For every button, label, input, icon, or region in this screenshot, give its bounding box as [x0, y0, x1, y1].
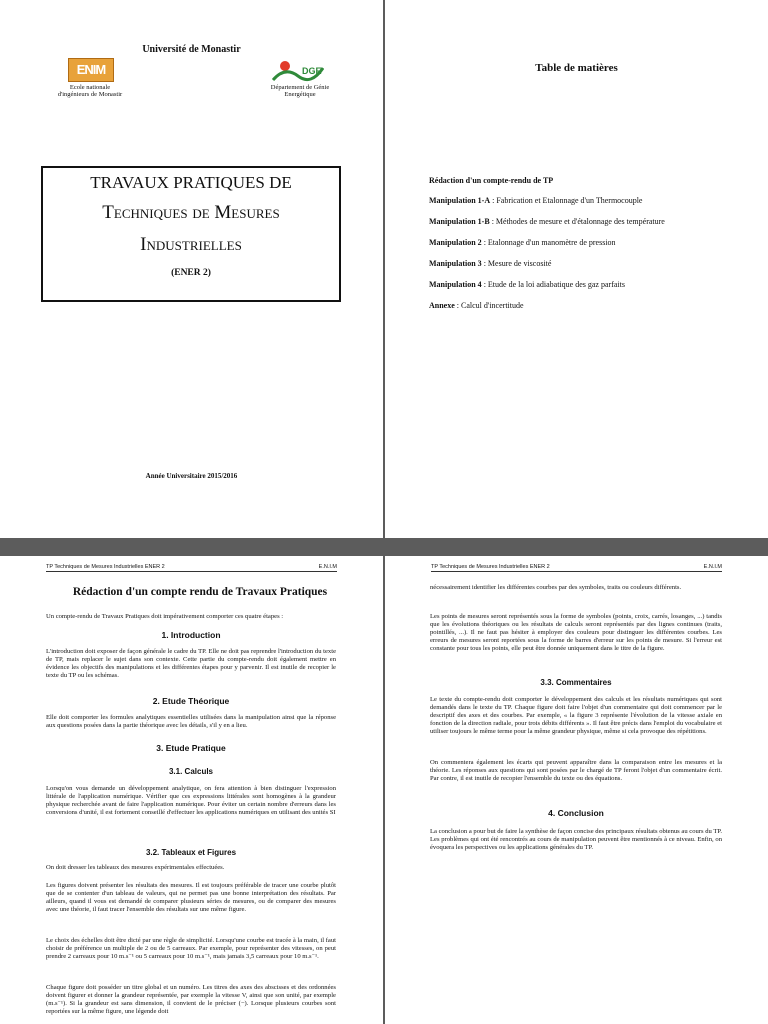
- toc-item[interactable]: Manipulation 1-B : Méthodes de mesure et d'étalonnage des température: [429, 217, 665, 226]
- course-code: (ENER 2): [171, 268, 211, 278]
- section-text: On doit dresser les tableaux des mesures expérimentales effectuées.: [46, 864, 225, 871]
- header-right: E.N.I.M: [703, 564, 722, 570]
- page-header: [431, 564, 722, 572]
- enim-logo: ENIM: [68, 58, 114, 82]
- toc-item[interactable]: Manipulation 3 : Mesure de viscosité: [429, 259, 552, 268]
- section-text: Les figures doivent présenter les résultats des mesures. Il est toujours préférable de tracer une courbe plutôt que de se contenter d'un tableau de valeurs, qui ne permet pas une bonne interprétation des résultats. Par ailleurs, quand il vous est demandé de comparer plusieurs séries de mesures, ou de comparer des mesures avec une théorie, il faut tracer l'ensemble des résultats sur une même figure.: [46, 882, 336, 913]
- header-left: TP Techniques de Mesures Industrielles ENER 2: [46, 564, 165, 570]
- section-heading: 3. Etude Pratique: [156, 743, 226, 753]
- toc-item[interactable]: Annexe : Calcul d'incertitude: [429, 301, 524, 310]
- section-heading: 4. Conclusion: [548, 808, 604, 818]
- report-guide-page-1: [0, 556, 383, 1024]
- department-caption: Département de Génie Energétique: [270, 84, 330, 98]
- title-box: [41, 166, 341, 302]
- subsection-heading: 3.1. Calculs: [168, 767, 214, 776]
- toc-item[interactable]: Manipulation 1-A : Fabrication et Etalonnage d'un Thermocouple: [429, 196, 643, 205]
- page-header: [46, 564, 337, 572]
- title-line-1: TRAVAUX PRATIQUES DE: [90, 173, 292, 192]
- school-caption: Ecole nationale d'ingénieurs de Monastir: [57, 84, 123, 98]
- toc-page: [385, 0, 768, 538]
- section-text: Elle doit comporter les formules analytiques essentielles utilisées dans la manipulation ainsi que la réponse aux questions posées dans la partie théorique avec les détails, s'il y en a lieu.: [46, 714, 336, 729]
- toc-item[interactable]: Manipulation 2 : Etalonnage d'un manomètre de pression: [429, 238, 616, 247]
- toc-title: Table de matières: [535, 62, 618, 74]
- section-text: La conclusion a pour but de faire la synthèse de façon concise des principaux résultats obtenus au cours du TP. Les problèmes qui ont été rencontrés au cours de manipulation peuvent être mentionnés à ce niveau. Enfin, on évoquera les perspectives ou les applications générales du TP.: [430, 828, 722, 851]
- section-text: Les points de mesures seront représentés sous la forme de symboles (points, croix, carrés, losanges, ...) tandis que les évolutions théoriques ou les résultats de calculs seront représentés par des lignes continues (traits, pointillés, ...). Il ne faut pas hésiter à employer des couleurs pour distinguer les différentes courbes. Les erreurs de mesures seront reportées sous la forme de barres d'erreur sur les points de mesure. Si l'erreur est constante pour tous les points, elle peut être donnée uniquement dans le titre de la figure.: [430, 613, 722, 652]
- section-text: L'introduction doit exposer de façon générale le cadre du TP. Elle ne doit pas reprendre l'introduction du texte de TP, mais replacer le sujet dans son contexte. Cette partie du compte-rendu doit également mettre en évidence les objectifs des manipulations et les différentes étapes pour y parvenir. Il est inutile de recopier le texte du TP ou les schémas.: [46, 648, 336, 679]
- page-title: Rédaction d'un compte rendu de Travaux Pratiques: [72, 586, 328, 598]
- svg-text:DGE: DGE: [302, 66, 322, 76]
- section-text: Lorsqu'on vous demande un développement analytique, on fera attention à bien distinguer l'expression littérale de l'application numérique. Vérifier que ces expressions littérales sont homogènes à la grandeur physique recherchée avant de faire l'application numérique. Pour éviter un certain nombre d'erreurs dans les conversions d'unité, il est fortement conseillé d'effectuer les applications numériques en utilisant des unités SI: [46, 785, 336, 816]
- section-text: Le texte du compte-rendu doit comporter le développement des calculs et les résultats numériques qui sont demandés dans le texte du TP. Chaque figure doit faire l'objet d'un commentaire qui doit commencer par le descriptif des axes et des courbes. Par exemple, « la figure 3 représente l'évolution de la vitesse axiale en fonction de la direction radiale, pour trois débits différents ». Il faut être précis dans l'emploi du vocabulaire et utiliser toujours le même terme pour la même grandeur physique, même si cela provoque des répétitions.: [430, 696, 722, 735]
- subsection-heading: 3.2. Tableaux et Figures: [145, 848, 237, 857]
- toc-item[interactable]: Rédaction d'un compte-rendu de TP: [429, 176, 554, 185]
- header-right: E.N.I.M: [318, 564, 337, 570]
- title-line-2: Techniques de Mesures: [102, 202, 280, 223]
- section-heading: 1. Introduction: [161, 630, 221, 640]
- dge-logo: [272, 60, 324, 82]
- academic-year: Année Universitaire 2015/2016: [145, 472, 238, 480]
- section-heading: 2. Etude Théorique: [152, 696, 230, 706]
- intro-line: Un compte-rendu de Travaux Pratiques doit impérativement comporter ces quatre étapes :: [46, 613, 284, 620]
- section-text: On commentera également les écarts qui peuvent apparaître dans la comparaison entre les mesures et la théorie. Les réponses aux questions qui sont posées par le chargé de TP feront l'objet d'un commentaire écrit. Par contre, il est inutile de recopier l'ensemble du texte ou des équations.: [430, 759, 722, 782]
- toc-item[interactable]: Manipulation 4 : Etude de la loi adiabatique des gaz parfaits: [429, 280, 625, 289]
- title-line-3: Industrielles: [140, 234, 242, 255]
- university-name: Université de Monastir: [142, 44, 241, 55]
- section-text: nécessairement identifier les différentes courbes par des symboles, traits ou couleurs différents.: [430, 584, 682, 591]
- report-guide-page-2: [385, 556, 768, 1024]
- header-left: TP Techniques de Mesures Industrielles ENER 2: [431, 564, 550, 570]
- cover-page: [0, 0, 383, 538]
- section-text: Chaque figure doit posséder un titre global et un numéro. Les titres des axes des abscisses et des ordonnées doivent figurer et donner la grandeur représentée, par exemple la vitesse V, ainsi que son unité, par exemple (m.s⁻¹). Si la grandeur est sans dimension, il convient de le préciser (−). Lorsque plusieurs courbes sont reportées sur la même figure, une légende doit: [46, 984, 336, 1015]
- subsection-heading: 3.3. Commentaires: [540, 678, 612, 687]
- section-text: Le choix des échelles doit être dicté par une règle de simplicité. Lorsqu'une courbe est tracée à la main, il faut choisir de préférence un multiple de 2 ou de 5 carreaux. Par exemple, pour représenter des vitesses, on peut prendre 2 carreaux pour 10 m.s⁻¹ ou 5 carreaux pour 10 m.s⁻¹, mais jamais 3,5 carreaux pour 10 m.s⁻¹.: [46, 937, 336, 960]
